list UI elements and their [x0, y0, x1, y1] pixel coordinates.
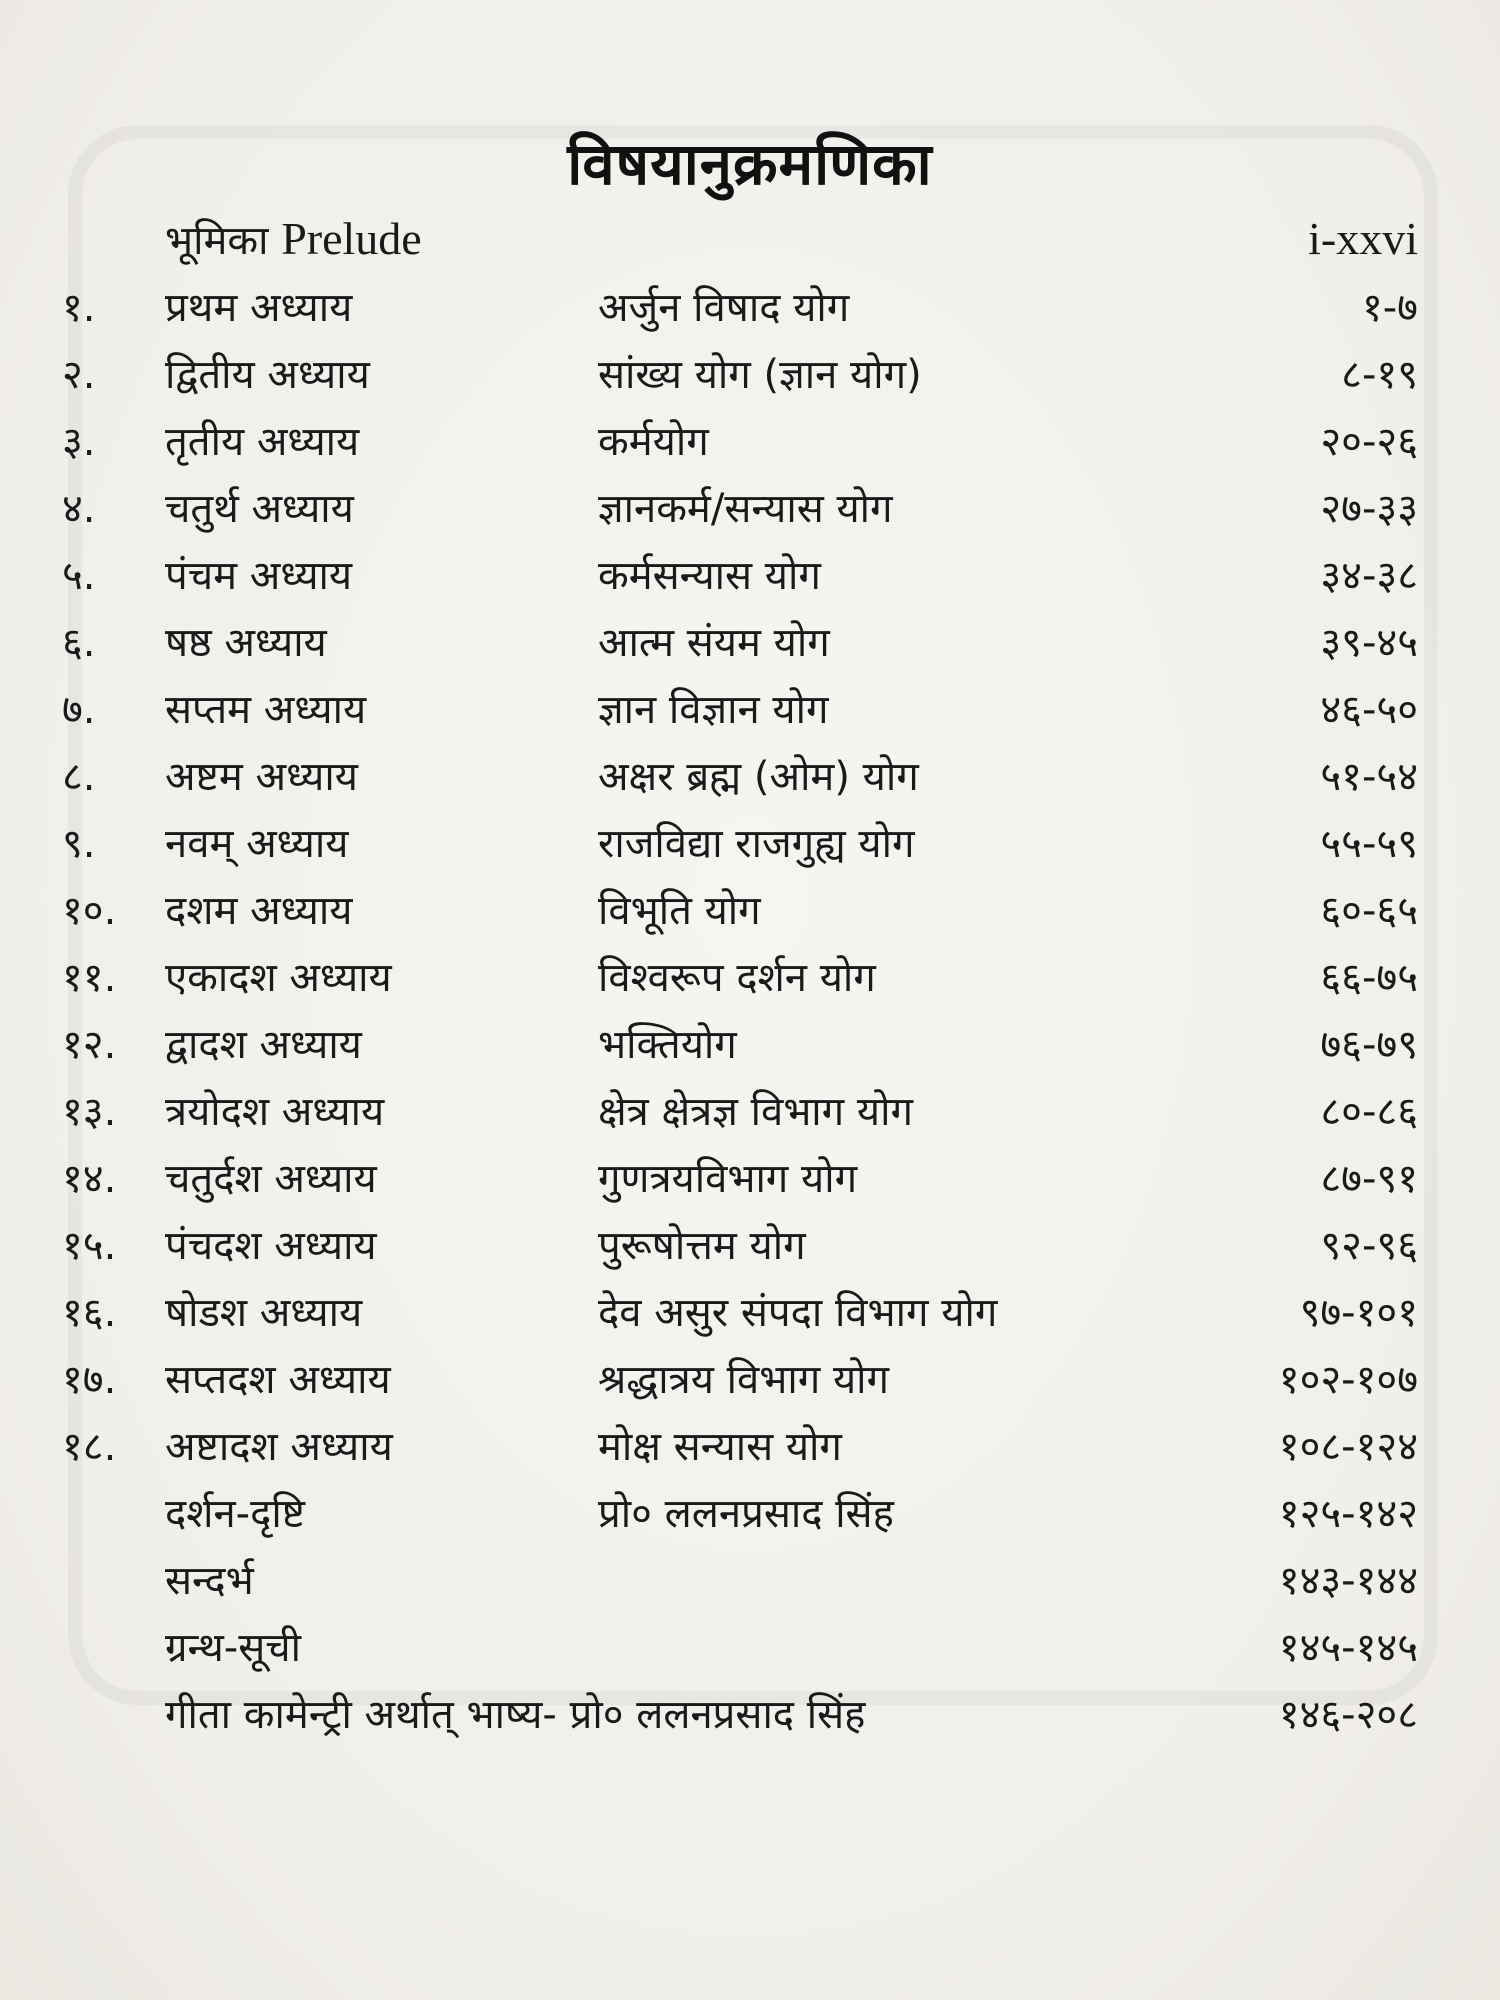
chapter-name: तृतीय अध्याय	[165, 419, 360, 465]
chapter-yoga: कर्मसन्यास योग	[598, 553, 821, 599]
chapter-yoga: विभूति योग	[598, 888, 761, 934]
chapter-yoga: श्रद्धात्रय विभाग योग	[598, 1357, 890, 1403]
toc-row	[0, 543, 1500, 609]
chapter-name: सप्तदश अध्याय	[165, 1357, 391, 1403]
toc-row	[0, 811, 1500, 877]
chapter-name: अष्टादश अध्याय	[165, 1424, 393, 1470]
chapter-number: १६.	[62, 1290, 117, 1336]
chapter-name: चतुर्दश अध्याय	[165, 1156, 377, 1202]
chapter-name: पंचदश अध्याय	[165, 1223, 377, 1269]
toc-row	[0, 610, 1500, 676]
chapter-number: १४.	[62, 1156, 117, 1202]
chapter-yoga: ज्ञान विज्ञान योग	[598, 687, 829, 733]
chapter-number: ५.	[62, 553, 96, 599]
toc-row	[0, 1146, 1500, 1212]
chapter-yoga: मोक्ष सन्यास योग	[598, 1424, 842, 1470]
chapter-pages: ५५-५९	[1320, 821, 1418, 867]
chapter-name: पंचम अध्याय	[165, 553, 353, 599]
chapter-name: सप्तम अध्याय	[165, 687, 367, 733]
appendix-name: सन्दर्भ	[165, 1558, 254, 1604]
chapter-pages: ३९-४५	[1320, 620, 1418, 666]
chapter-yoga: पुरूषोत्तम योग	[598, 1223, 806, 1269]
toc-row	[0, 1414, 1500, 1480]
toc-row	[0, 1280, 1500, 1346]
chapter-yoga: भक्तियोग	[598, 1022, 737, 1068]
chapter-yoga: कर्मयोग	[598, 419, 709, 465]
chapter-name: चतुर्थ अध्याय	[165, 486, 354, 532]
toc-row	[0, 1012, 1500, 1078]
chapter-pages: ८७-९१	[1320, 1156, 1418, 1202]
chapter-name: द्वितीय अध्याय	[165, 352, 370, 398]
chapter-pages: ९७-१०१	[1299, 1290, 1418, 1336]
chapter-yoga: अर्जुन विषाद योग	[598, 285, 850, 331]
chapter-pages: २७-३३	[1320, 486, 1418, 532]
toc-row	[0, 409, 1500, 475]
chapter-yoga: विश्वरूप दर्शन योग	[598, 955, 876, 1001]
toc-row-appendix	[0, 1548, 1500, 1614]
commentary-text: गीता कामेन्ट्री अर्थात् भाष्य- प्रो० ललनप्रसाद सिंह	[165, 1692, 866, 1738]
toc-row	[0, 1079, 1500, 1145]
prelude-label	[165, 206, 422, 274]
chapter-name: दशम अध्याय	[165, 888, 353, 934]
toc-row	[0, 342, 1500, 408]
chapter-name: एकादश अध्याय	[165, 955, 392, 1001]
chapter-name: द्वादश अध्याय	[165, 1022, 362, 1068]
chapter-yoga: राजविद्या राजगुह्य योग	[598, 821, 915, 867]
toc-row-appendix	[0, 1481, 1500, 1547]
chapter-name: त्रयोदश अध्याय	[165, 1089, 385, 1135]
chapter-pages: २०-२६	[1320, 419, 1418, 465]
chapter-yoga: ज्ञानकर्म/सन्यास योग	[598, 486, 893, 532]
appendix-name: ग्रन्थ-सूची	[165, 1625, 302, 1671]
chapter-yoga: सांख्य योग (ज्ञान योग)	[598, 352, 922, 398]
toc-row-prelude	[0, 206, 1500, 272]
chapter-number: २.	[62, 352, 96, 398]
chapter-name: नवम् अध्याय	[165, 821, 349, 867]
prelude-label-english: Prelude	[281, 213, 422, 264]
chapter-number: १०.	[62, 888, 117, 934]
toc-row	[0, 878, 1500, 944]
chapter-pages: १०२-१०७	[1278, 1357, 1418, 1403]
chapter-number: १३.	[62, 1089, 117, 1135]
chapter-number: ९.	[62, 821, 96, 867]
chapter-number: १.	[62, 285, 96, 331]
chapter-pages: १-७	[1361, 285, 1418, 331]
toc-row	[0, 945, 1500, 1011]
chapter-yoga: आत्म संयम योग	[598, 620, 830, 666]
chapter-pages: १०८-१२४	[1278, 1424, 1418, 1470]
chapter-name: षोडश अध्याय	[165, 1290, 363, 1336]
chapter-number: १८.	[62, 1424, 117, 1470]
chapter-number: ११.	[62, 955, 117, 1001]
chapter-number: १२.	[62, 1022, 117, 1068]
toc-row-appendix	[0, 1615, 1500, 1681]
chapter-name: अष्टम अध्याय	[165, 754, 358, 800]
appendix-pages: १४३-१४४	[1278, 1558, 1418, 1604]
chapter-yoga: गुणत्रयविभाग योग	[598, 1156, 858, 1202]
toc-row	[0, 1213, 1500, 1279]
toc-row	[0, 1347, 1500, 1413]
chapter-number: ६.	[62, 620, 96, 666]
chapter-number: ८.	[62, 754, 96, 800]
appendix-pages: १२५-१४२	[1278, 1491, 1418, 1537]
toc-row	[0, 744, 1500, 810]
chapter-yoga: क्षेत्र क्षेत्रज्ञ विभाग योग	[598, 1089, 913, 1135]
chapter-pages: ३४-३८	[1320, 553, 1418, 599]
chapter-pages: ५१-५४	[1320, 754, 1418, 800]
chapter-number: ४.	[62, 486, 96, 532]
commentary-pages: १४६-२०८	[1278, 1692, 1418, 1738]
page-title: विषयानुक्रमणिका	[567, 130, 933, 198]
chapter-pages: ४६-५०	[1320, 687, 1418, 733]
chapter-yoga: अक्षर ब्रह्म (ओम) योग	[598, 754, 919, 800]
chapter-name: षष्ठ अध्याय	[165, 620, 327, 666]
toc-row	[0, 275, 1500, 341]
prelude-pages: i-xxvi	[1308, 213, 1418, 264]
appendix-author: प्रो० ललनप्रसाद सिंह	[598, 1491, 894, 1537]
appendix-name: दर्शन-दृष्टि	[165, 1491, 306, 1537]
toc-row	[0, 476, 1500, 542]
chapter-pages: ८-१९	[1341, 352, 1418, 398]
chapter-pages: ६०-६५	[1320, 888, 1418, 934]
chapter-name: प्रथम अध्याय	[165, 285, 353, 331]
toc-row-commentary	[0, 1682, 1500, 1748]
chapter-number: ७.	[62, 687, 96, 733]
chapter-number: १५.	[62, 1223, 117, 1269]
chapter-pages: ९२-९६	[1320, 1223, 1418, 1269]
chapter-pages: ७६-७९	[1320, 1022, 1418, 1068]
chapter-number: ३.	[62, 419, 96, 465]
chapter-yoga: देव असुर संपदा विभाग योग	[598, 1290, 998, 1336]
chapter-pages: ८०-८६	[1320, 1089, 1418, 1135]
chapter-pages: ६६-७५	[1320, 955, 1418, 1001]
prelude-label-hindi: भूमिका	[165, 218, 269, 264]
toc-row	[0, 677, 1500, 743]
appendix-pages: १४५-१४५	[1278, 1625, 1418, 1671]
chapter-number: १७.	[62, 1357, 117, 1403]
